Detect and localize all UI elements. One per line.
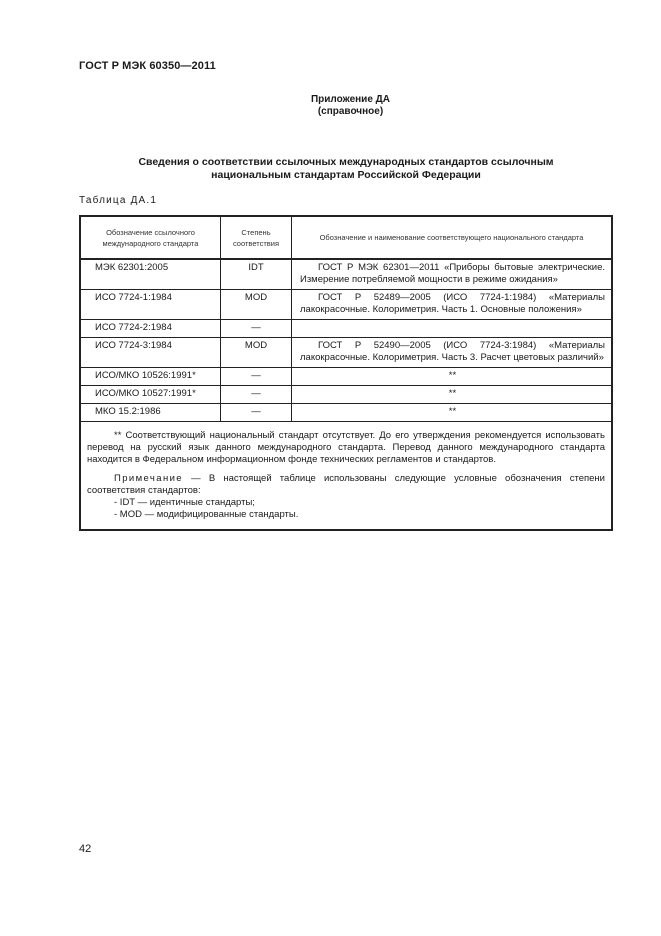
cell-degree: — [221,368,292,386]
page-number: 42 [79,843,92,855]
cell-intl-standard: ИСО/МКО 10526:1991* [81,368,221,386]
cell-degree: — [221,404,292,422]
table-row [81,290,612,320]
national-standard-text: ГОСТ Р 52489—2005 (ИСО 7724-1:1984) «Материалы лакокрасочные. Колориметрия. Часть 1. Основные положения» [300,292,605,315]
table-row [81,338,612,368]
section-title-line1: Сведения о соответствии ссылочных международных стандартов ссылочным [138,156,554,168]
appendix-heading [0,94,661,118]
table-row [81,386,612,404]
cell-national-standard [292,259,612,290]
cell-intl-standard: МКО 15.2:1986 [81,404,221,422]
cell-intl-standard: ИСО 7724-3:1984 [81,338,221,368]
cell-degree: — [221,386,292,404]
note-label: Примечание [114,473,183,484]
note-item-mod: - MOD — модифицированные стандарты. [114,509,299,520]
appendix-subtitle: (справочное) [317,106,384,117]
appendix-title: Приложение ДА [310,94,391,105]
cell-intl-standard: ИСО 7724-2:1984 [81,320,221,338]
table-row [81,404,612,422]
cell-national-standard: ** [292,404,612,422]
cell-national-standard: ** [292,368,612,386]
national-standard-text: ГОСТ Р 52490—2005 (ИСО 7724-3:1984) «Материалы лакокрасочные. Колориметрия. Часть 3. Расчет цветовых различий» [300,340,605,363]
note-text: — В настоящей таблице использованы следующие условные обозначения степени соответствия стандартов: [87,473,605,496]
note-item-idt: - IDT — идентичные стандарты; [114,497,255,508]
cell-degree: — [221,320,292,338]
cell-intl-standard: МЭК 62301:2005 [81,259,221,290]
cell-degree: MOD [221,338,292,368]
document-designation: ГОСТ Р МЭК 60350—2011 [79,60,216,72]
cell-intl-standard: ИСО 7724-1:1984 [81,290,221,320]
national-standard-text: ГОСТ Р МЭК 62301—2011 «Приборы бытовые электрические. Измерение потребляемой мощности в режиме ожидания» [300,262,605,285]
cell-national-standard [292,320,612,338]
cell-degree: IDT [221,259,292,290]
section-title-line2: национальным стандартам Российской Федерации [211,169,481,181]
note-paragraph [87,473,605,497]
table-caption: Таблица ДА.1 [79,195,158,206]
table-row [81,259,612,290]
column-header-degree: Степень соответствия [221,217,292,260]
cell-national-standard: ** [292,386,612,404]
column-header-national-standard: Обозначение и наименование соответствующего национального стандарта [292,217,612,260]
cell-intl-standard: ИСО/МКО 10527:1991* [81,386,221,404]
table-notes [81,422,612,530]
correspondence-table [79,215,613,531]
footnote-text: ** Соответствующий национальный стандарт отсутствует. До его утверждения рекомендуется использовать перевод на русский язык данного международного стандарта. Перевод данного международного стандарта находится в Федеральном информационном фонде технических регламентов и стандартов. [87,430,605,465]
table-header-row [81,217,612,260]
column-header-intl-standard: Обозначение ссылочного международного стандарта [81,217,221,260]
table-row [81,368,612,386]
cell-national-standard [292,290,612,320]
cell-national-standard [292,338,612,368]
table-footer-row [81,422,612,530]
cell-degree: MOD [221,290,292,320]
section-title [79,156,613,182]
table-row [81,320,612,338]
